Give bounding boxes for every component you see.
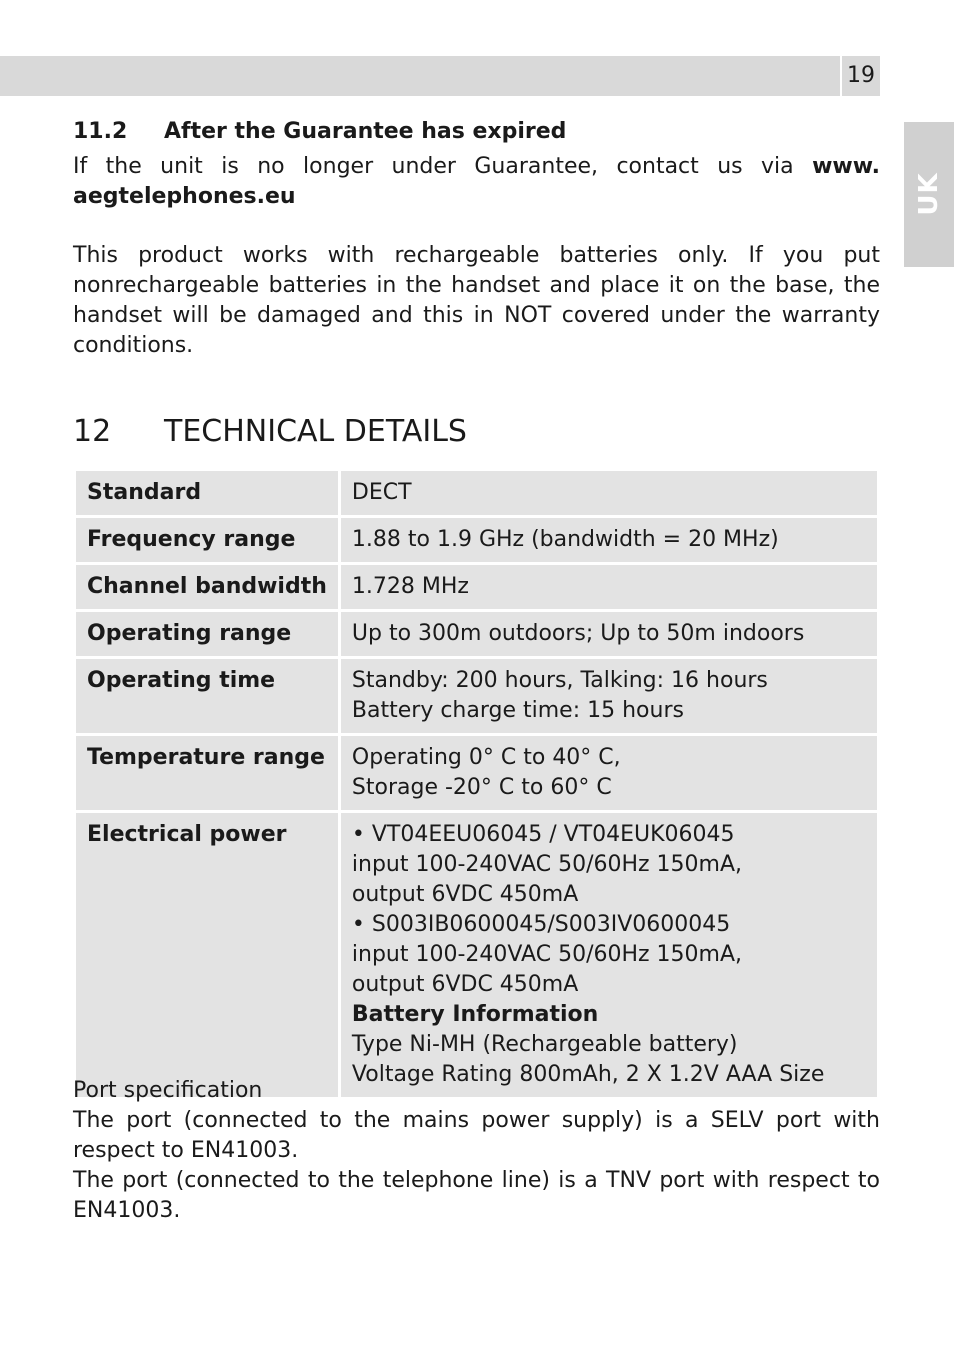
port-selv-text: The port (connected to the mains power supply) is a SELV port with respect to EN41003. — [73, 1108, 880, 1163]
port-specification — [73, 1076, 880, 1226]
spec-row — [76, 659, 877, 733]
spec-value-line: DECT — [351, 480, 412, 505]
spec-label: Electrical power — [76, 813, 338, 1097]
spec-label: Standard — [76, 471, 338, 515]
spec-value-line: Battery charge time: 15 hours — [351, 698, 684, 723]
spec-value-line: Type Ni-MH (Rechargeable battery) — [351, 1032, 738, 1057]
spec-row — [76, 736, 877, 810]
technical-details-body — [76, 471, 877, 1097]
port-tnv-text: The port (connected to the telephone line) is a TNV port with respect to EN41003. — [73, 1168, 880, 1223]
spec-value-line: output 6VDC 450mA — [351, 882, 579, 907]
spec-value — [341, 471, 877, 515]
spec-value-line: 1.88 to 1.9 GHz (bandwidth = 20 MHz) — [351, 527, 779, 552]
spec-value-line: • VT04EEU06045 / VT04EUK06045 — [351, 822, 735, 847]
section-12-title: TECHNICAL DETAILS — [164, 414, 467, 449]
spec-value-line: output 6VDC 450mA — [351, 972, 579, 997]
spec-row — [76, 565, 877, 609]
website-link[interactable]: www. aegtelephones.eu — [73, 154, 880, 209]
spec-value-line: Operating 0° C to 40° C, — [351, 745, 621, 770]
guarantee-contact-paragraph — [73, 152, 880, 212]
spec-value-line: Standby: 200 hours, Talking: 16 hours — [351, 668, 768, 693]
spec-value-line: input 100-240VAC 50/60Hz 150mA, — [351, 942, 743, 967]
spec-value — [341, 659, 877, 733]
spec-label: Operating time — [76, 659, 338, 733]
spec-value — [341, 813, 877, 1097]
spec-row — [76, 471, 877, 515]
battery-warning-paragraph: This product works with rechargeable batteries only. If you put nonrechargeable batteries in the handset and place it on the base, the handset will be damaged and this in NOT covered under the warranty conditions. — [73, 243, 880, 358]
technical-details-table — [73, 468, 880, 1100]
spec-value-line: Voltage Rating 800mAh, 2 X 1.2V AAA Size — [351, 1062, 825, 1087]
spec-value — [341, 736, 877, 810]
guarantee-contact-text: If the unit is no longer under Guarantee, contact us via — [73, 154, 813, 179]
port-heading: Port specification — [73, 1078, 263, 1103]
header-bar — [0, 56, 840, 96]
spec-row — [76, 518, 877, 562]
language-tab-label: UK — [914, 172, 944, 216]
spec-value-line: 1.728 MHz — [351, 574, 469, 599]
language-tab — [904, 122, 954, 267]
spec-value — [341, 518, 877, 562]
spec-value-line: Battery Information — [351, 1002, 599, 1027]
spec-row — [76, 612, 877, 656]
spec-value-line: Up to 300m outdoors; Up to 50m indoors — [351, 621, 805, 646]
section-11-2-number: 11.2 — [73, 119, 128, 144]
spec-label: Channel bandwidth — [76, 565, 338, 609]
section-11-2-title: After the Guarantee has expired — [164, 119, 567, 144]
section-11-2-heading — [73, 117, 566, 147]
spec-value-line: • S003IB0600045/S003IV0600045 — [351, 912, 731, 937]
spec-label: Frequency range — [76, 518, 338, 562]
spec-label: Operating range — [76, 612, 338, 656]
page-number: 19 — [842, 56, 880, 96]
spec-value-line: Storage -20° C to 60° C — [351, 775, 612, 800]
spec-value — [341, 565, 877, 609]
section-12-number: 12 — [73, 414, 112, 449]
spec-row — [76, 813, 877, 1097]
spec-value-line: input 100-240VAC 50/60Hz 150mA, — [351, 852, 743, 877]
spec-label: Temperature range — [76, 736, 338, 810]
spec-value — [341, 612, 877, 656]
section-12-heading — [73, 412, 467, 452]
